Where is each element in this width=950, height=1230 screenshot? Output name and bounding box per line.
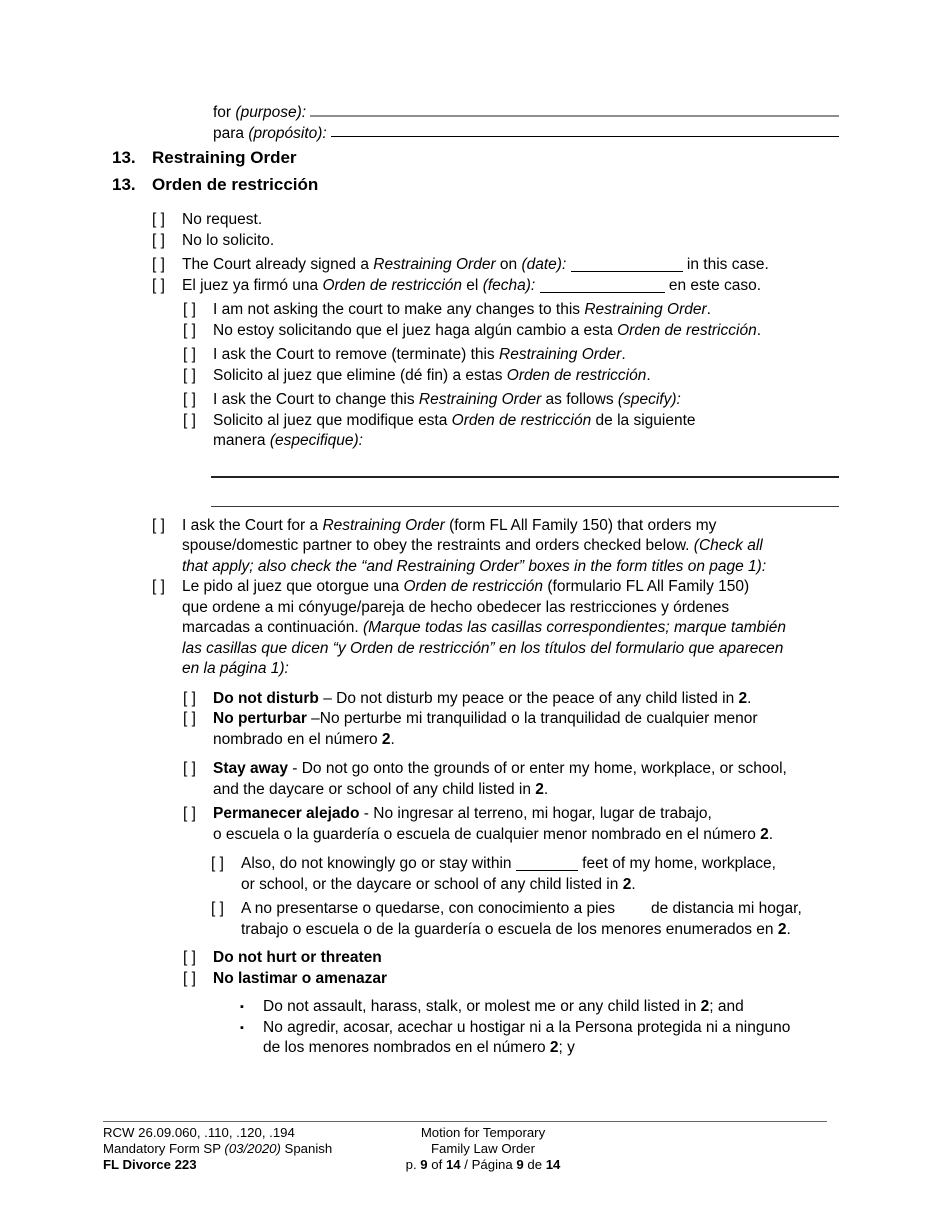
text-segment: 14 [545, 1157, 561, 1173]
text-segment: . [631, 875, 636, 893]
checkbox-row-do-not-disturb-es [183, 709, 950, 750]
text-segment: . [786, 920, 791, 938]
checkbox-label [213, 300, 711, 321]
checkbox-label [182, 255, 769, 276]
text-segment: –No perturbe mi tranquilidad o la tranquilidad de cualquier menor [306, 710, 758, 727]
bullet-row-assault-en [240, 997, 950, 1018]
text-segment: en la página 1): [182, 660, 289, 677]
text-segment: No lo solicito. [182, 231, 275, 249]
text-segment: el [462, 276, 483, 294]
text-segment: Do not disturb [213, 689, 319, 707]
text-segment: de los menores nombrados en el número [263, 1039, 550, 1056]
text-segment: Do not hurt or threaten [213, 949, 382, 966]
bullet-icon: ▪ [240, 1001, 244, 1013]
text-segment: I ask the Court to remove (terminate) this [213, 346, 499, 363]
section-title-en: Restraining Order [152, 148, 297, 167]
checkbox-label [213, 390, 681, 411]
text-segment: Also, do not knowingly go or stay within [241, 855, 516, 872]
page-footer [103, 1121, 827, 1174]
checkbox-label [213, 345, 626, 366]
text-segment: Orden de restricción [403, 578, 544, 595]
checkbox-label [213, 411, 696, 452]
checkbox-label [213, 804, 773, 845]
text-segment: on [495, 256, 522, 273]
text-segment: . [390, 730, 395, 748]
checkbox-row-do-not-hurt-es [183, 969, 950, 990]
text-segment: marcadas a continuación. [182, 619, 363, 636]
text-segment: and the daycare or school of any child listed in [213, 780, 536, 798]
text-segment: 2 [777, 920, 787, 938]
text-segment: Do not assault, harass, stalk, or molest me or any child listed in [263, 998, 701, 1015]
checkbox-label [241, 854, 776, 895]
section-number: 13. [112, 148, 136, 167]
text-segment: p. [405, 1157, 421, 1173]
fill-in-blank[interactable] [516, 858, 578, 871]
text-segment: - Do not go onto the grounds of or enter my home, workplace, or school, [287, 760, 787, 777]
text-segment: A no presentarse o quedarse, con conocimiento a pies [241, 900, 615, 917]
text-segment: para [213, 124, 249, 142]
checkbox-label [182, 231, 274, 252]
text-segment: Solicito al juez que modifique esta [213, 411, 452, 429]
checkbox[interactable]: [ ] [152, 578, 165, 595]
text-segment: nombrado en el número [213, 730, 382, 748]
text-segment: de distancia mi hogar, [650, 900, 802, 917]
checkbox[interactable]: [ ] [183, 411, 196, 429]
checkbox-label [182, 276, 761, 297]
text-segment: FL Divorce 223 [103, 1157, 197, 1173]
text-segment: o escuela o la guardería o escuela de cualquier menor nombrado en el número [213, 825, 761, 843]
write-in-line-2[interactable] [211, 506, 839, 507]
text-segment: - No ingresar al terreno, mi hogar, lugar de trabajo, [359, 805, 712, 822]
checkbox[interactable]: [ ] [183, 321, 196, 339]
text-segment: Orden de restricción [617, 321, 757, 339]
checkbox-row-within-feet-en [211, 854, 950, 895]
text-segment: . [756, 321, 761, 339]
bullet-text [263, 997, 744, 1018]
text-segment: (especifique): [269, 432, 363, 449]
checkbox-label [213, 689, 751, 710]
checkbox[interactable]: [ ] [183, 366, 196, 384]
checkbox-label [213, 709, 758, 750]
text-segment: . [768, 825, 774, 843]
text-segment: de [523, 1157, 546, 1173]
checkbox[interactable]: [ ] [152, 516, 165, 534]
text-segment: . [543, 780, 549, 798]
checkbox-row-already-signed-es [152, 276, 950, 297]
text-segment: 2 [738, 689, 748, 707]
text-segment: (purpose): [235, 104, 307, 121]
text-segment: Orden de restricción [322, 276, 462, 294]
checkbox-label [182, 577, 786, 680]
text-segment: Mandatory Form SP [103, 1141, 225, 1157]
checkbox[interactable]: [ ] [183, 346, 196, 363]
section-heading-en [112, 144, 950, 171]
text-segment: 9 [516, 1157, 524, 1173]
checkbox-row-no-request-es [152, 231, 950, 252]
fill-in-blank[interactable] [540, 280, 665, 293]
footer-form-title-line2 [353, 1141, 613, 1157]
fill-in-blank[interactable] [331, 124, 839, 137]
text-segment: manera [213, 432, 270, 449]
text-segment: (specify): [617, 391, 681, 408]
purpose-label-es [213, 124, 839, 145]
text-segment: . [621, 346, 626, 363]
section-heading-es [112, 171, 950, 198]
write-in-line-1[interactable] [211, 476, 839, 478]
text-segment: (form FL All Family 150) that orders my [444, 516, 717, 534]
text-segment: No lastimar o amenazar [213, 969, 388, 987]
checkbox-row-within-feet-es [211, 899, 950, 940]
checkbox-row-no-changes-en [183, 300, 950, 321]
text-segment: Orden de restricción [506, 366, 647, 384]
text-segment: ; y [558, 1039, 575, 1056]
checkbox-label [213, 759, 787, 800]
text-segment: (Check all [693, 537, 763, 554]
text-segment: 2 [622, 875, 632, 893]
text-segment: I ask the Court to change this [213, 391, 419, 408]
checkbox-row-already-signed-en [152, 255, 950, 276]
checkbox-label [182, 210, 262, 231]
text-segment: (Marque todas las casillas correspondientes; marque también [362, 619, 786, 636]
text-segment: spouse/domestic partner to obey the restraints and orders checked below. [182, 537, 694, 554]
checkbox-row-do-not-hurt-en [183, 948, 950, 969]
purpose-line-en [213, 103, 839, 124]
checkbox[interactable]: [ ] [183, 301, 196, 318]
checkbox[interactable]: [ ] [183, 949, 196, 966]
text-segment: The Court already signed a [182, 256, 374, 273]
text-segment: 2 [700, 998, 710, 1015]
bullet-text [263, 1018, 790, 1059]
text-segment: trabajo o escuela o de la guardería o escuela de los menores enumerados en [241, 920, 778, 938]
text-segment: of [427, 1157, 446, 1173]
purpose-label-en [213, 103, 839, 124]
text-segment: Permanecer alejado [213, 805, 360, 822]
text-segment: No agredir, acosar, acechar u hostigar ni a la Persona protegida ni a ninguno [263, 1018, 791, 1036]
checkbox[interactable]: [ ] [211, 900, 224, 917]
text-segment: 14 [445, 1157, 461, 1173]
fill-in-blank[interactable] [310, 103, 839, 117]
text-segment: in this case. [682, 256, 769, 273]
checkbox[interactable]: [ ] [183, 760, 196, 777]
text-segment: en este caso. [664, 276, 762, 294]
checkbox[interactable]: [ ] [183, 969, 196, 987]
text-segment: Restraining Order [499, 346, 622, 363]
text-segment: Le pido al juez que otorgue una [182, 578, 404, 595]
blank-gap [615, 912, 651, 913]
text-segment: (date): [521, 256, 567, 273]
text-segment: . [646, 366, 651, 384]
checkbox[interactable]: [ ] [152, 231, 165, 249]
footer-divider [103, 1121, 827, 1122]
text-segment: – Do not disturb my peace or the peace of any child listed in [318, 689, 739, 707]
text-segment: 2 [381, 730, 391, 748]
checkbox-label [213, 969, 387, 990]
footer-page-number [353, 1157, 613, 1173]
footer-center-column [353, 1125, 613, 1174]
checkbox-row-remove-order-en [183, 345, 950, 366]
fill-in-blank[interactable] [571, 259, 683, 272]
text-segment: I ask the Court for a [182, 516, 323, 534]
text-segment: RCW 26.09.060, .110, .120, .194 [103, 1125, 295, 1140]
text-segment: for [213, 104, 236, 121]
checkbox-row-stay-away-es [183, 804, 950, 845]
checkbox[interactable]: [ ] [152, 211, 165, 228]
text-segment: I am not asking the court to make any changes to this [213, 301, 585, 318]
text-segment: Stay away [213, 760, 288, 777]
text-segment: Spanish [280, 1141, 333, 1157]
checkbox[interactable]: [ ] [183, 391, 196, 408]
text-segment: Solicito al juez que elimine (dé fin) a estas [213, 366, 507, 384]
checkbox-row-change-order-en [183, 390, 950, 411]
text-segment: Restraining Order [373, 256, 496, 273]
text-segment: de la siguiente [591, 411, 696, 429]
checkbox-label [213, 948, 382, 969]
checkbox-row-ask-order-es [152, 577, 950, 680]
checkbox-row-no-request-en [152, 210, 950, 231]
checkbox-label [241, 899, 802, 940]
text-segment: (formulario FL All Family 150) [543, 578, 750, 595]
text-segment: Orden de restricción [451, 411, 592, 429]
text-segment: Motion for Temporary [420, 1125, 546, 1140]
text-segment: No perturbar [213, 710, 307, 727]
text-segment: / Página [460, 1157, 517, 1173]
text-segment: Restraining Order [584, 301, 707, 318]
checkbox[interactable]: [ ] [211, 855, 224, 872]
checkbox-row-stay-away-en [183, 759, 950, 800]
text-segment: que ordene a mi cónyuge/pareja de hecho obedecer las restricciones y órdenes [182, 598, 730, 616]
checkbox-row-do-not-disturb-en [183, 689, 950, 710]
text-segment: Restraining Order [418, 391, 542, 408]
text-segment: No request. [182, 211, 263, 228]
text-segment: or school, or the daycare or school of any child listed in [241, 875, 623, 893]
text-segment: 2 [535, 780, 544, 798]
checkbox[interactable]: [ ] [183, 710, 196, 727]
text-segment: Restraining Order [322, 516, 445, 534]
text-segment: (propósito): [248, 124, 327, 142]
checkbox-label [213, 366, 651, 387]
text-segment: feet of my home, workplace, [577, 855, 776, 872]
footer-form-title-line1 [353, 1125, 613, 1141]
text-segment: ; and [709, 998, 744, 1015]
text-segment: Family Law Order [430, 1141, 536, 1157]
purpose-line-es [213, 124, 839, 145]
text-segment: (fecha): [482, 276, 536, 294]
text-segment: El juez ya firmó una [182, 276, 323, 294]
text-segment: 2 [549, 1039, 559, 1056]
text-segment: (03/2020) [224, 1141, 281, 1157]
bullet-icon: ▪ [240, 1021, 244, 1034]
checkbox-row-remove-order-es [183, 366, 950, 387]
checkbox-label [213, 321, 761, 342]
section-title-es: Orden de restricción [152, 175, 319, 194]
text-segment: 9 [420, 1157, 428, 1173]
bullet-row-assault-es [240, 1018, 950, 1059]
checkbox[interactable]: [ ] [183, 689, 196, 707]
text-segment: . [747, 689, 752, 707]
checkbox-row-ask-order-en [152, 516, 950, 578]
text-segment: las casillas que dicen “y Orden de restricción” en los títulos del formulario que aparecen [182, 639, 784, 657]
checkbox[interactable]: [ ] [183, 805, 196, 822]
checkbox[interactable]: [ ] [152, 256, 165, 273]
checkbox-row-no-changes-es [183, 321, 950, 342]
text-segment: . [706, 301, 711, 318]
text-segment: that apply; also check the “and Restraining Order” boxes in the form titles on page 1): [182, 557, 767, 575]
text-segment: 2 [760, 825, 769, 843]
text-segment: as follows [541, 391, 618, 408]
checkbox[interactable]: [ ] [152, 276, 165, 294]
checkbox-label [182, 516, 766, 578]
section-number: 13. [112, 175, 136, 194]
text-segment: No estoy solicitando que el juez haga algún cambio a esta [213, 321, 618, 339]
checkbox-row-change-order-es [183, 411, 950, 452]
